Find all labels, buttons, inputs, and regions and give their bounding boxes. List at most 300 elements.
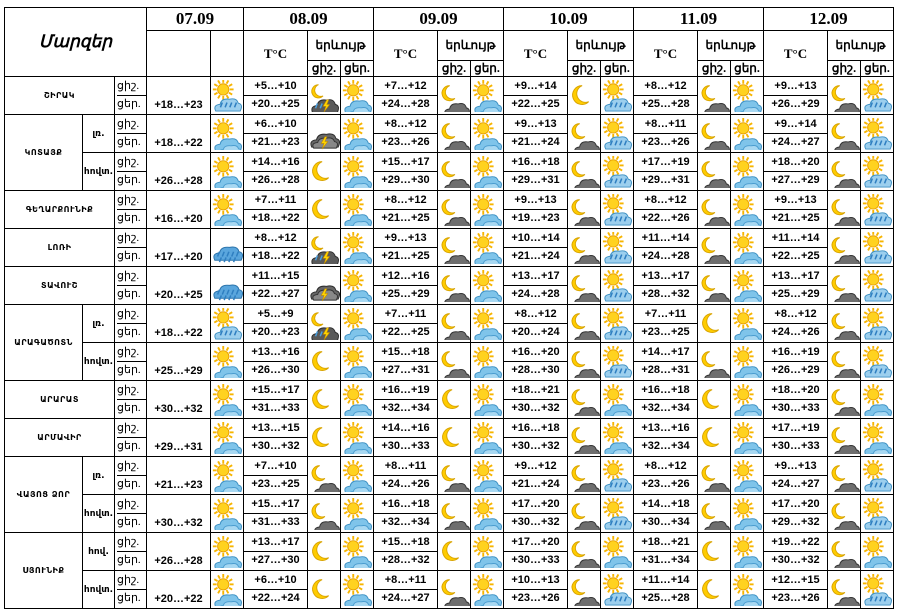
night-label: ցիշ.	[117, 118, 140, 130]
day-temp: +24…+28	[504, 285, 567, 303]
sunny-cloudy-icon	[731, 267, 764, 305]
day-night-labels	[115, 381, 147, 419]
temperature-cell	[634, 495, 698, 533]
date-header: 10.09	[504, 8, 634, 31]
table-row	[5, 495, 894, 533]
sunny-cloudy-icon	[341, 419, 374, 457]
night-temp: +9…+13	[774, 194, 817, 206]
sunny-cloudy-icon	[211, 153, 244, 191]
temperature-cell	[374, 115, 438, 153]
night-temp: +5…+10	[254, 80, 297, 92]
date-header: 11.09	[634, 8, 764, 31]
date-header: 08.09	[244, 8, 374, 31]
day-temp: +23…+25	[634, 323, 697, 341]
day-temp: +25…+28	[634, 589, 697, 607]
day-temp: +21…+24	[504, 475, 567, 493]
temperature-cell	[504, 571, 568, 609]
day-temp: +26…+28	[244, 171, 307, 189]
night-temp: +15…+18	[381, 346, 430, 358]
region-name: ԳԵՂԱՐՔՈՒՆԻՔ	[5, 191, 115, 229]
night-temp: +10…+13	[511, 574, 560, 586]
night-temp: +8…+12	[514, 308, 557, 320]
temperature-cell: +29…+31	[147, 419, 211, 457]
sun-rain-icon	[861, 571, 894, 609]
sunny-cloudy-icon	[471, 381, 504, 419]
night-temp: +15…+17	[251, 384, 300, 396]
temperature-cell	[634, 419, 698, 457]
day-label: ցեր.	[117, 437, 146, 455]
weather-header: երևույթ	[438, 31, 504, 61]
night-cloudy-icon	[438, 153, 471, 191]
sunny-cloudy-icon	[341, 495, 374, 533]
night-clear-icon	[308, 381, 341, 419]
temperature-cell	[764, 115, 828, 153]
temperature-cell	[244, 533, 308, 571]
day-temp: +22…+25	[504, 95, 567, 113]
day-temp: +21…+24	[504, 133, 567, 151]
night-cloudy-icon	[828, 381, 861, 419]
night-temp: +18…+20	[771, 156, 820, 168]
day-temp: +29…+32	[764, 513, 827, 531]
day-temp: +19…+23	[504, 209, 567, 227]
day-temp: +21…+25	[374, 209, 437, 227]
night-temp: +12…+15	[771, 574, 820, 586]
night-label: ցիշ.	[117, 80, 140, 92]
night-cloudy-icon	[568, 571, 601, 609]
night-clear-icon	[308, 191, 341, 229]
night-cloudy-icon	[698, 457, 731, 495]
night-cloudy-icon	[698, 153, 731, 191]
sun-rain-icon	[211, 77, 244, 115]
night-temp: +16…+19	[381, 384, 430, 396]
day-temp: +28…+32	[634, 285, 697, 303]
night-temp: +14…+17	[641, 346, 690, 358]
temperature-cell	[244, 191, 308, 229]
temperature-cell	[504, 457, 568, 495]
sunny-cloudy-icon	[731, 571, 764, 609]
day-night-labels	[115, 115, 147, 153]
temperature-cell	[244, 115, 308, 153]
day-temp: +30…+32	[504, 399, 567, 417]
temp-header: T°C	[504, 31, 568, 77]
day-temp: +29…+30	[374, 171, 437, 189]
regions-header: Մարզեր	[5, 8, 147, 77]
temperature-cell	[504, 495, 568, 533]
temperature-cell	[764, 153, 828, 191]
sunny-cloudy-icon	[471, 115, 504, 153]
sunny-cloudy-icon	[341, 153, 374, 191]
night-cloudy-icon	[828, 191, 861, 229]
sunny-cloudy-icon	[471, 571, 504, 609]
day-temp: +20…+25	[244, 95, 307, 113]
day-label: ցեր.	[117, 95, 146, 113]
night-storm-icon	[308, 77, 341, 115]
temperature-cell: +16…+20	[147, 191, 211, 229]
temp-header: T°C	[244, 31, 308, 77]
day-header: ցեր.	[471, 61, 504, 77]
sunny-cloudy-icon	[211, 343, 244, 381]
temperature-cell	[244, 457, 308, 495]
subregion-name: լռ.	[83, 305, 115, 343]
sun-rain-icon	[861, 229, 894, 267]
weather-header: երևույթ	[308, 31, 374, 61]
night-cloudy-icon	[828, 115, 861, 153]
day-night-labels	[115, 191, 147, 229]
day-temp: +21…+24	[504, 247, 567, 265]
night-cloudy-icon	[828, 77, 861, 115]
night-temp: +13…+17	[771, 270, 820, 282]
day-label: ցեր.	[117, 589, 146, 607]
night-temp: +8…+11	[644, 118, 687, 130]
sunny-cloudy-icon	[341, 533, 374, 571]
day-temp: +28…+30	[504, 361, 567, 379]
temperature-cell	[374, 457, 438, 495]
night-temp: +15…+17	[381, 156, 430, 168]
temperature-cell	[374, 229, 438, 267]
night-temp: +8…+11	[384, 460, 427, 472]
temperature-cell	[504, 419, 568, 457]
sun-rain-icon	[861, 77, 894, 115]
night-cloudy-icon	[698, 495, 731, 533]
day-night-labels	[115, 457, 147, 495]
sunny-cloudy-icon	[601, 381, 634, 419]
night-header: ցիշ.	[698, 61, 731, 77]
table-row	[5, 267, 894, 305]
region-name: ԱՐԱՐԱՏ	[5, 381, 115, 419]
temperature-cell	[244, 305, 308, 343]
table-row	[5, 115, 894, 153]
region-name: ՎԱՅՈՑ ՁՈՐ	[5, 457, 83, 533]
night-temp: +8…+11	[384, 574, 427, 586]
temperature-cell	[374, 343, 438, 381]
temperature-cell	[764, 381, 828, 419]
rain-icon	[211, 267, 244, 305]
subregion-name: լռ.	[83, 115, 115, 153]
day-temp: +24…+28	[374, 95, 437, 113]
sunny-cloudy-icon	[731, 115, 764, 153]
day-night-labels	[115, 533, 147, 571]
night-cloudy-icon	[568, 495, 601, 533]
night-temp: +15…+18	[381, 536, 430, 548]
date-header: 07.09	[147, 8, 244, 31]
subregion-name: լռ.	[83, 457, 115, 495]
night-cloudy-icon	[438, 343, 471, 381]
day-temp: +27…+31	[374, 361, 437, 379]
night-cloudy-icon	[438, 191, 471, 229]
night-temp: +13…+16	[251, 346, 300, 358]
subregion-name: հովտ.	[83, 343, 115, 381]
temperature-cell: +30…+32	[147, 381, 211, 419]
sunny-cloudy-icon	[731, 495, 764, 533]
sunny-cloudy-icon	[341, 115, 374, 153]
sunny-cloudy-icon	[731, 191, 764, 229]
day-temp: +25…+29	[374, 285, 437, 303]
night-storm-icon	[308, 229, 341, 267]
night-temp: +9…+14	[514, 80, 557, 92]
sunny-cloudy-icon	[471, 495, 504, 533]
day-temp: +30…+33	[764, 399, 827, 417]
temperature-cell	[764, 533, 828, 571]
sun-rain-icon	[601, 229, 634, 267]
day-temp: +32…+34	[374, 513, 437, 531]
sunny-cloudy-icon	[211, 115, 244, 153]
day-temp: +25…+28	[634, 95, 697, 113]
sun-rain-icon	[601, 191, 634, 229]
day-label: ցեր.	[117, 247, 146, 265]
night-temp: +10…+14	[511, 232, 560, 244]
temperature-cell	[764, 495, 828, 533]
night-clear-icon	[438, 533, 471, 571]
night-label: ցիշ.	[117, 536, 140, 548]
sunny-cloudy-icon	[211, 533, 244, 571]
weather-header: երևույթ	[828, 31, 894, 61]
day-night-labels	[115, 495, 147, 533]
night-cloudy-icon	[568, 191, 601, 229]
temperature-cell	[764, 191, 828, 229]
night-header: ցիշ.	[438, 61, 471, 77]
sun-rain-icon	[601, 115, 634, 153]
sun-rain-icon	[601, 77, 634, 115]
temperature-cell	[504, 381, 568, 419]
sun-rain-icon	[861, 495, 894, 533]
region-name: ՍՅՈՒՆԻՔ	[5, 533, 83, 609]
sunny-cloudy-icon	[341, 457, 374, 495]
night-cloudy-icon	[438, 571, 471, 609]
night-label: ցիշ.	[117, 270, 140, 282]
night-temp: +15…+17	[251, 498, 300, 510]
day-label: ցեր.	[117, 133, 146, 151]
sunny-cloudy-icon	[211, 457, 244, 495]
day-label: ցեր.	[117, 399, 146, 417]
temperature-cell	[244, 229, 308, 267]
day-temp: +24…+27	[764, 133, 827, 151]
day-label: ցեր.	[117, 171, 146, 189]
night-cloudy-icon	[568, 343, 601, 381]
night-clear-icon	[698, 305, 731, 343]
night-cloudy-icon	[568, 381, 601, 419]
day-label: ցեր.	[117, 285, 146, 303]
night-cloudy-icon	[698, 267, 731, 305]
day-night-labels	[115, 571, 147, 609]
night-cloudy-icon	[568, 153, 601, 191]
night-label: ցիշ.	[117, 460, 140, 472]
temperature-cell	[374, 267, 438, 305]
sunny-cloudy-icon	[731, 153, 764, 191]
day-temp: +20…+24	[504, 323, 567, 341]
temp-header: T°C	[634, 31, 698, 77]
day-temp: +26…+29	[764, 95, 827, 113]
day-temp: +30…+32	[764, 551, 827, 569]
night-cloudy-icon	[438, 457, 471, 495]
day-temp: +28…+31	[634, 361, 697, 379]
day-temp: +23…+26	[764, 589, 827, 607]
temperature-cell	[764, 305, 828, 343]
sunny-cloudy-icon	[211, 419, 244, 457]
night-cloudy-icon	[438, 229, 471, 267]
night-temp: +19…+22	[771, 536, 820, 548]
night-clear-icon	[698, 533, 731, 571]
temperature-cell	[764, 77, 828, 115]
temperature-cell	[374, 191, 438, 229]
night-label: ցիշ.	[117, 232, 140, 244]
day-temp: +30…+33	[764, 437, 827, 455]
day-temp: +24…+26	[764, 323, 827, 341]
night-cloudy-icon	[828, 305, 861, 343]
table-row	[5, 305, 894, 343]
sunny-cloudy-icon	[341, 305, 374, 343]
sun-rain-icon	[861, 457, 894, 495]
temperature-cell	[764, 343, 828, 381]
night-cloudy-icon	[568, 305, 601, 343]
night-cloudy-icon	[438, 115, 471, 153]
day-label: ցեր.	[117, 361, 146, 379]
day-night-labels	[115, 419, 147, 457]
sunny-cloudy-icon	[341, 571, 374, 609]
table-row	[5, 153, 894, 191]
weather-header: երևույթ	[698, 31, 764, 61]
night-label: ցիշ.	[117, 574, 140, 586]
temperature-cell: +20…+25	[147, 267, 211, 305]
table-row	[5, 229, 894, 267]
table-row	[5, 343, 894, 381]
night-temp: +7…+12	[384, 80, 427, 92]
sunny-cloudy-icon	[211, 495, 244, 533]
day-night-labels	[115, 305, 147, 343]
table-row	[5, 571, 894, 609]
temperature-cell	[634, 77, 698, 115]
temperature-cell: +20…+22	[147, 571, 211, 609]
temperature-cell	[764, 229, 828, 267]
temperature-cell	[634, 457, 698, 495]
night-temp: +9…+12	[514, 460, 557, 472]
day-temp: +22…+25	[764, 247, 827, 265]
night-temp: +16…+18	[511, 156, 560, 168]
temperature-cell	[634, 153, 698, 191]
night-temp: +5…+9	[257, 308, 294, 320]
temperature-cell	[504, 77, 568, 115]
night-temp: +14…+16	[381, 422, 430, 434]
day-temp: +31…+33	[244, 513, 307, 531]
subregion-name: հովտ.	[83, 571, 115, 609]
sun-rain-icon	[211, 305, 244, 343]
day-temp: +30…+33	[504, 551, 567, 569]
night-clear-icon	[698, 381, 731, 419]
night-clear-icon	[308, 533, 341, 571]
day-temp: +23…+26	[634, 133, 697, 151]
night-temp: +8…+12	[254, 232, 297, 244]
day-temp: +26…+29	[764, 361, 827, 379]
day-temp: +23…+26	[374, 133, 437, 151]
temperature-cell	[244, 343, 308, 381]
night-clear-icon	[698, 419, 731, 457]
day-temp: +30…+32	[504, 513, 567, 531]
night-label: ցիշ.	[117, 194, 140, 206]
night-temp: +13…+17	[511, 270, 560, 282]
temperature-cell	[634, 229, 698, 267]
temperature-cell: +18…+22	[147, 305, 211, 343]
night-temp: +11…+14	[641, 232, 690, 244]
temperature-cell	[504, 267, 568, 305]
sunny-cloudy-icon	[471, 343, 504, 381]
forecast-table	[4, 7, 894, 609]
night-temp: +8…+12	[644, 80, 687, 92]
night-temp: +13…+15	[251, 422, 300, 434]
sunny-cloudy-icon	[471, 419, 504, 457]
night-temp: +9…+13	[514, 194, 557, 206]
sunny-cloudy-icon	[471, 305, 504, 343]
temperature-cell	[634, 267, 698, 305]
temperature-cell	[244, 267, 308, 305]
day-temp: +32…+34	[634, 437, 697, 455]
sunny-cloudy-icon	[341, 267, 374, 305]
day-temp: +18…+22	[244, 247, 307, 265]
night-temp: +8…+12	[644, 194, 687, 206]
day-temp: +22…+24	[244, 589, 307, 607]
sun-rain-icon	[861, 191, 894, 229]
temperature-cell	[764, 571, 828, 609]
night-temp: +13…+16	[641, 422, 690, 434]
temperature-cell	[374, 419, 438, 457]
subregion-name: հով.	[83, 533, 115, 571]
night-cloudy-icon	[568, 267, 601, 305]
day-temp: +21…+25	[764, 209, 827, 227]
sunny-cloudy-icon	[211, 381, 244, 419]
sunny-cloudy-icon	[211, 191, 244, 229]
night-temp: +13…+17	[251, 536, 300, 548]
day-temp: +24…+27	[764, 475, 827, 493]
sunny-cloudy-icon	[341, 343, 374, 381]
temperature-cell	[504, 305, 568, 343]
night-clear-icon	[308, 571, 341, 609]
night-label: ցիշ.	[117, 156, 140, 168]
night-clear-icon	[438, 419, 471, 457]
night-cloudy-icon	[698, 191, 731, 229]
date-header: 09.09	[374, 8, 504, 31]
day-temp: +31…+33	[244, 399, 307, 417]
day-night-labels	[115, 267, 147, 305]
temperature-cell	[634, 343, 698, 381]
day-temp: +29…+31	[634, 171, 697, 189]
night-temp: +7…+11	[384, 308, 427, 320]
night-cloudy-icon	[828, 267, 861, 305]
sunny-cloudy-icon	[601, 419, 634, 457]
sunny-cloudy-icon	[731, 419, 764, 457]
night-temp: +6…+10	[254, 118, 297, 130]
temperature-cell	[244, 495, 308, 533]
sun-rain-icon	[601, 457, 634, 495]
sun-rain-icon	[601, 267, 634, 305]
night-storm-icon	[308, 305, 341, 343]
temperature-cell: +18…+22	[147, 115, 211, 153]
sun-rain-icon	[601, 571, 634, 609]
night-temp: +6…+10	[254, 574, 297, 586]
temp-header: T°C	[764, 31, 828, 77]
night-temp: +16…+20	[511, 346, 560, 358]
day-temp: +24…+27	[374, 589, 437, 607]
sunny-cloudy-icon	[471, 191, 504, 229]
day-temp: +22…+26	[634, 209, 697, 227]
day-night-labels	[115, 153, 147, 191]
temperature-cell	[504, 343, 568, 381]
night-temp: +13…+17	[641, 270, 690, 282]
night-temp: +17…+20	[511, 498, 560, 510]
night-cloudy-icon	[308, 495, 341, 533]
day-night-labels	[115, 77, 147, 115]
sunny-cloudy-icon	[341, 191, 374, 229]
night-temp: +8…+12	[774, 308, 817, 320]
day-temp: +30…+32	[504, 437, 567, 455]
night-cloudy-icon	[828, 457, 861, 495]
